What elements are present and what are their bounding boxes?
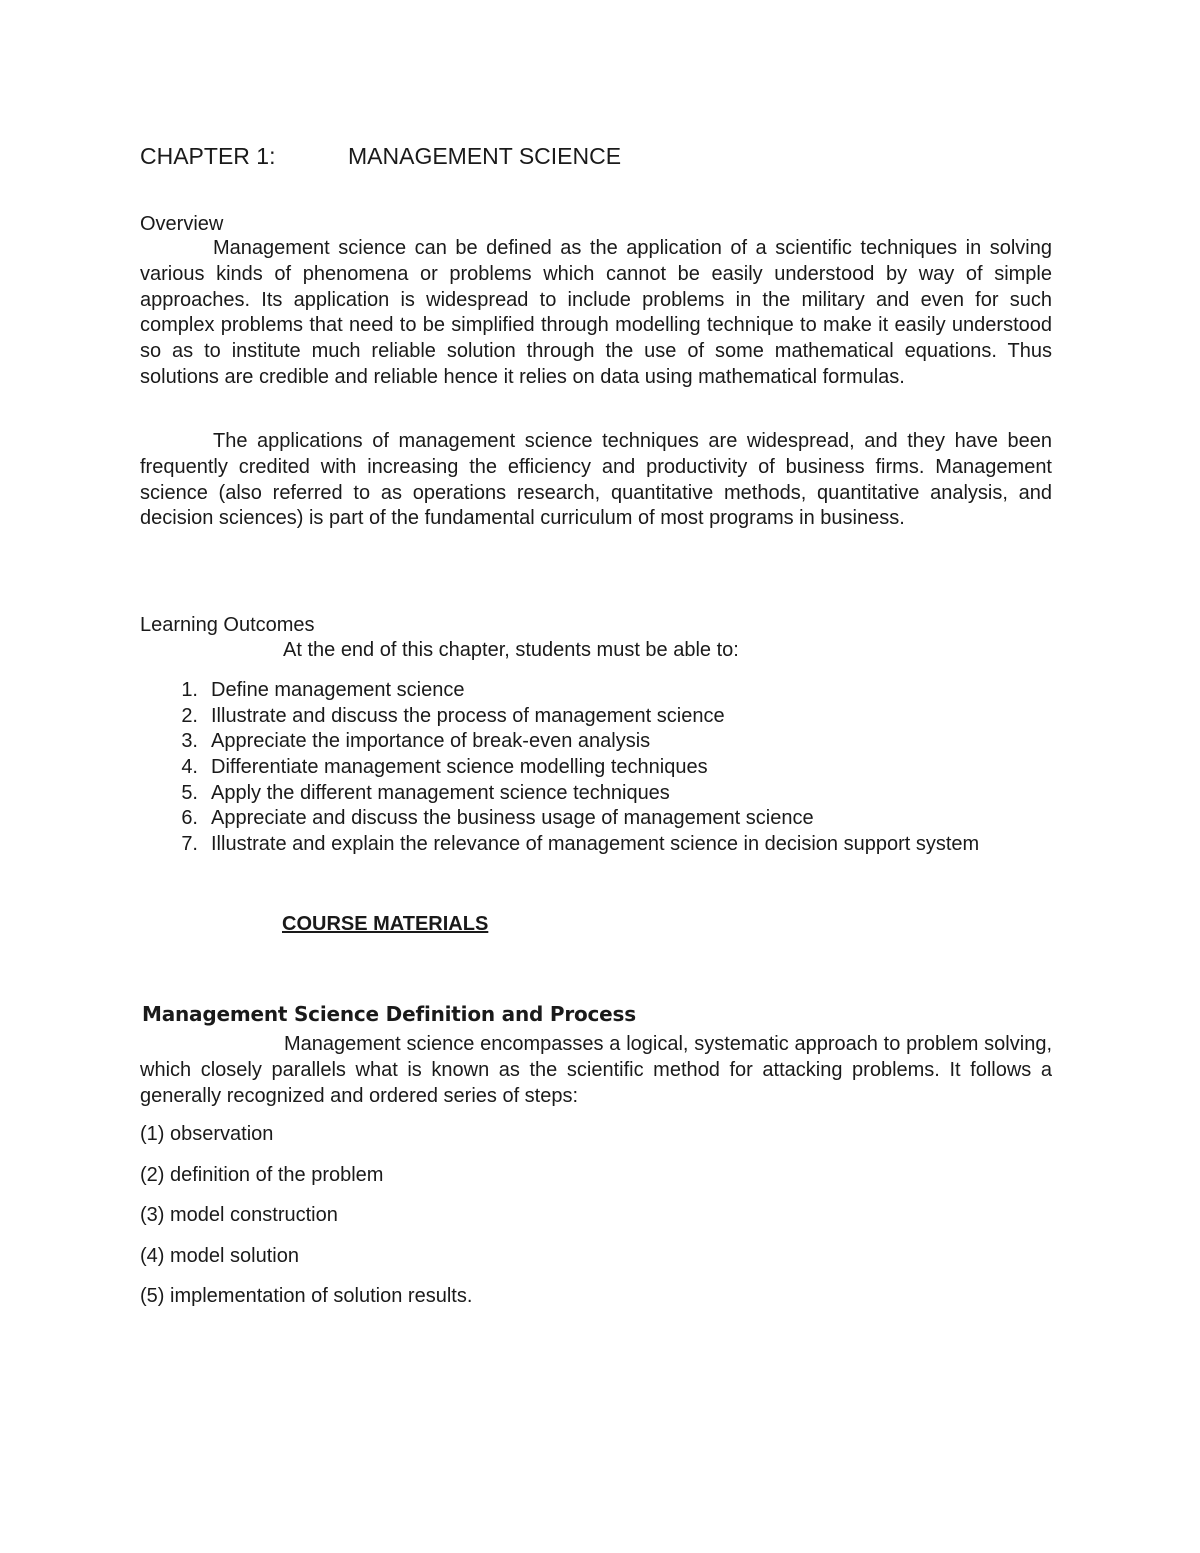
list-item: 6. Appreciate and discuss the business usage of management science — [181, 807, 814, 830]
list-item: (2) definition of the problem — [140, 1163, 384, 1186]
section-heading: Management Science Definition and Process — [142, 1002, 636, 1026]
definition-paragraph: Management science encompasses a logical, systematic approach to problem solving, which closely parallels what is known as the scientific method for attacking problems. It follows a generally recognized and ordered series of steps: — [140, 1033, 1052, 1107]
list-item: (4) model solution — [140, 1244, 299, 1267]
chapter-title — [140, 142, 621, 170]
overview-paragraph-2: The applications of management science techniques are widespread, and they have been frequently credited with increasing the efficiency and productivity of business firms. Management science (also referred to as operations research, quantitative methods, quantitative analysis, and decision sciences) is part of the fundamental curriculum of most programs in business. — [140, 430, 1052, 530]
list-item: 7. Illustrate and explain the relevance of management science in decision support system — [181, 833, 980, 856]
learning-outcomes-heading: Learning Outcomes — [140, 614, 315, 636]
list-item: (3) model construction — [140, 1204, 338, 1226]
learning-outcomes-intro: At the end of this chapter, students must be able to: — [283, 639, 739, 661]
list-item: 4. Differentiate management science modelling techniques — [181, 756, 708, 779]
overview-heading: Overview — [140, 213, 224, 235]
list-item: (5) implementation of solution results. — [140, 1285, 473, 1307]
list-item: (1) observation — [140, 1123, 274, 1145]
list-item: 1. Define management science — [181, 679, 465, 701]
list-item: 2. Illustrate and discuss the process of management science — [181, 704, 725, 727]
process-steps-list — [140, 1122, 472, 1325]
overview-paragraph-1: Management science can be defined as the application of a scientific techniques in solving various kinds of phenomena or problems which cannot be easily understood by way of simple approaches. Its application is widespread to include problems in the military and even for such complex problems that need to be simplified through modelling technique to make it easily understood so as to institute much reliable solution through the use of some mathematical equations. Thus solutions are credible and reliable hence it relies on data using mathematical formulas. — [140, 237, 1052, 388]
course-materials-heading: COURSE MATERIALS — [282, 913, 489, 935]
list-item: 3. Appreciate the importance of break-even analysis — [181, 730, 651, 753]
chapter-name: MANAGEMENT SCIENCE — [348, 143, 622, 169]
learning-outcomes-list — [140, 678, 1100, 858]
chapter-number: CHAPTER 1: — [140, 143, 276, 169]
list-item: 5. Apply the different management science techniques — [181, 781, 670, 804]
